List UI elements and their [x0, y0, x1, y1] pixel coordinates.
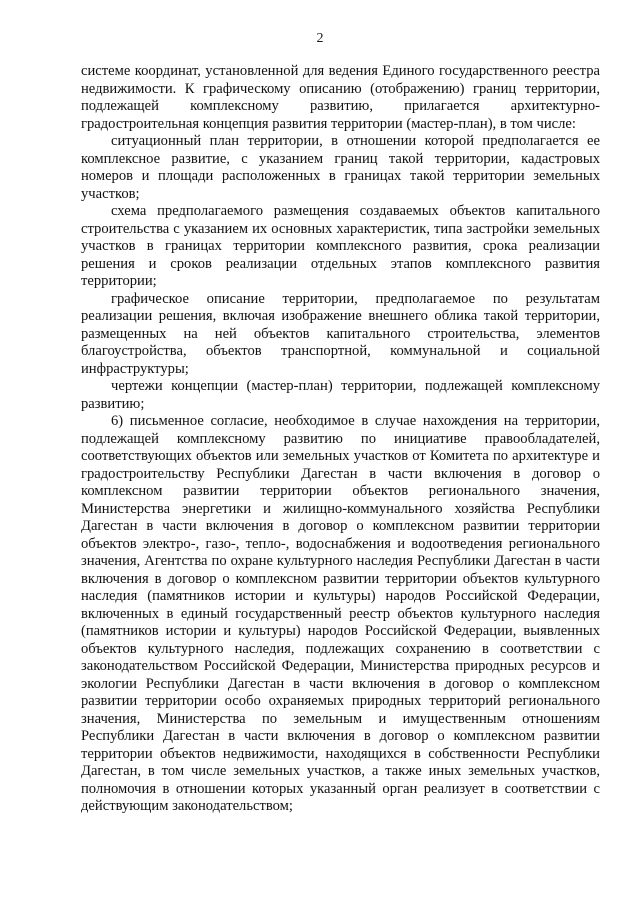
paragraph-graphic-description: графическое описание территории, предполагаемое по результатам реализации решения, включая изображение внешнего облика такой территории, размещенных на ней объектов капитального строительства, элементов благоустройства, объектов транспортной, коммунальной и социальной инфраструктуры;: [81, 290, 600, 377]
paragraph-placement-scheme: схема предполагаемого размещения создаваемых объектов капитального строительства с указанием их основных характеристик, типа застройки земельных участков в границах территории комплексного развития, срока реализации решения и сроков реализации отдельных этапов комплексного развития территории;: [81, 203, 600, 289]
paragraph-situational-plan: ситуационный план территории, в отношении которой предполагается ее комплексное развитие, с указанием границ такой территории, кадастровых номеров и площади расположенных в границах такой территории земельных участков;: [81, 133, 600, 202]
paragraph-continuation: системе координат, установленной для ведения Единого государственного реестра недвижимости. К графическому описанию (отображению) границ территории, подлежащей комплексному развитию, прилагается архитектурно-градостроительная концепция развития территории (мастер-план), в том числе:: [81, 63, 600, 132]
paragraph-written-consent: 6) письменное согласие, необходимое в случае нахождения на территории, подлежащей комплексному развитию по инициативе правообладателей, соответствующих объектов или земельных участков от Комитета по архитектуре и градостроительству Республики Дагестан в части включения в договор о комплексном развитии территории объектов регионального значения, Министерства энергетики и жилищно-коммунального хозяйства Республики Дагестан в части включения в договор о комплексном развитии территории объектов электро-, газо-, тепло-, водоснабжения и водоотведения регионального значения, Агентства по охране культурного наследия Республики Дагестан в части включения в договор о комплексном развитии территории объектов культурного наследия (памятников истории и культуры) народов Российской Федерации, включенных в единый государственный реестр объектов культурного наследия (памятников истории и культуры) народов Российской Федерации, выявленных объектов культурного наследия, подлежащих сохранению в соответствии с законодательством Российской Федерации, Министерства природных ресурсов и экологии Республики Дагестан в части включения в договор о комплексном развитии территории особо охраняемых природных территорий регионального значения, Министерства по земельным и имущественным отношениям Республики Дагестан в части включения в договор о комплексном развитии территории объектов недвижимости, находящихся в собственности Республики Дагестан, в том числе земельных участков, а также иных земельных участков, полномочия в отношении которых указанный орган реализует в соответствии с действующим законодательством;: [81, 413, 600, 814]
document-body: [81, 63, 600, 816]
paragraph-master-plan-drawings: чертежи концепции (мастер-план) территории, подлежащей комплексному развитию;: [81, 378, 600, 412]
page-number: 2: [316, 31, 324, 46]
